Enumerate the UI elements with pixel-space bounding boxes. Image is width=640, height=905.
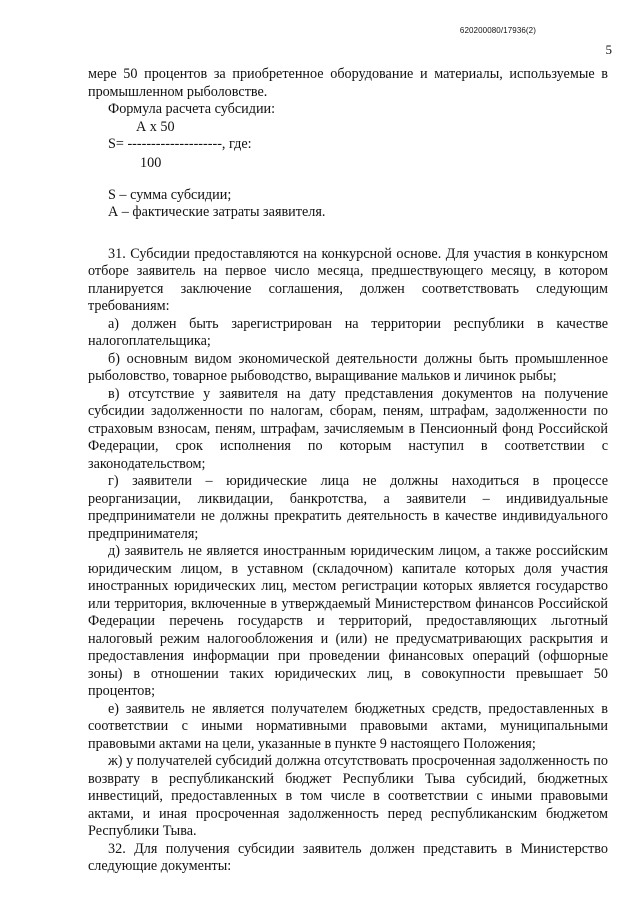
formula-block	[88, 119, 608, 171]
formula-denominator: 100	[140, 154, 162, 171]
formula-title: Формула расчета субсидии:	[108, 101, 276, 117]
item-g: г) заявители – юридические лица не должны находиться в процессе реорганизации, ликвидации, банкротства, а заявители – индивидуальные предприниматели не должны прекратить деятельность в качестве индивидуального предпринимателя;	[88, 473, 608, 542]
paragraph-31: 31. Субсидии предоставляются на конкурсной основе. Для участия в конкурсном отборе заявитель на первое число месяца, предшествующего месяцу, в котором планируется заключение соглашения, должен соответствовать следующим требованиям:	[88, 245, 608, 314]
item-e: е) заявитель не является получателем бюджетных средств, предоставленных в соответствии с иными нормативными правовыми актами, муниципальными правовыми актами на цели, указанные в пункте 9 настоящего Положения;	[88, 700, 608, 752]
document-number: 620200080/17936(2)	[459, 26, 536, 35]
definition-a: А – фактические затраты заявителя.	[108, 204, 326, 220]
page-number: 5	[605, 42, 612, 57]
intro-paragraph: мере 50 процентов за приобретенное оборудование и материалы, используемые в промышленном рыболовстве.	[88, 66, 608, 100]
item-v: в) отсутствие у заявителя на дату представления документов на получение субсидии задолженности по налогам, сборам, пеням, штрафам, задолженности по страховым взносам, пеням, штрафам, зачисляемым в Пенсионный фонд Российской Федерации, срок исполнения по которым наступил в соответствии с законодательством;	[88, 385, 608, 472]
item-zh: ж) у получателей субсидий должна отсутствовать просроченная задолженность по возврату в республиканский бюджет Республики Тыва субсидий, бюджетных инвестиций, предоставленных в том числе в соответствии с иными правовыми актами, и иная просроченная задолженность перед республиканским бюджетом Республики Тыва.	[88, 753, 608, 839]
definition-s: S – сумма субсидии;	[108, 186, 232, 203]
formula-numerator: А х 50	[136, 118, 175, 135]
item-d: д) заявитель не является иностранным юридическим лицом, а также российским юридическим лицом, в уставном (складочном) капитале которых доля участия иностранных юридических лиц, местом регистрации которых является государство или территория, включенные в утверждаемый Министерством финансов Российской Федерации перечень государств и территорий, предоставляющих льготный налоговый режим налогообложения и (или) не предусматривающих раскрытия и предоставления информации при проведении финансовых операций (офшорные зоны) в отношении таких юридических лиц, в совокупности превышает 50 процентов;	[88, 543, 608, 699]
paragraph-32: 32. Для получения субсидии заявитель должен представить в Министерство следующие документы:	[88, 840, 608, 874]
item-b: б) основным видом экономической деятельности должны быть промышленное рыболовство, товарное рыбоводство, выращивание мальков и личинок рыбы;	[88, 350, 608, 384]
document-body	[88, 66, 608, 876]
formula-line: S= --------------------, где:	[108, 135, 252, 152]
item-a: а) должен быть зарегистрирован на территории республики в качестве налогоплательщика;	[88, 315, 608, 349]
